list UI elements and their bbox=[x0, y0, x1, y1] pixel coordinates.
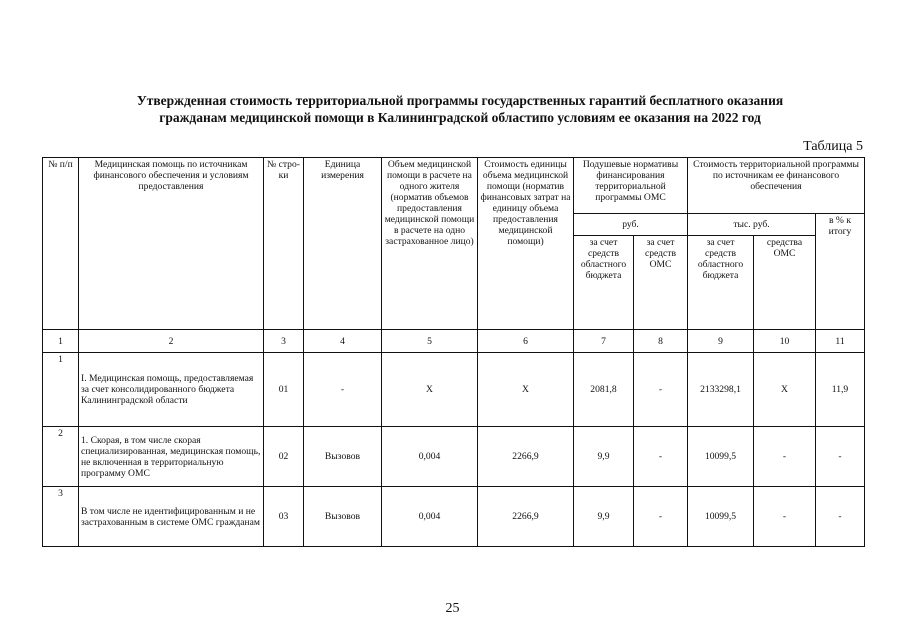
document-title bbox=[60, 92, 860, 126]
column-number: 6 bbox=[478, 330, 574, 353]
cell-total-oms: - bbox=[754, 427, 816, 487]
cell-pc-oms: - bbox=[634, 353, 688, 427]
cell-pc-oms: - bbox=[634, 487, 688, 547]
column-number: 4 bbox=[304, 330, 382, 353]
cell-unit-cost: 2266,9 bbox=[478, 487, 574, 547]
cell-pc-budget: 2081,8 bbox=[574, 353, 634, 427]
cell-pct: - bbox=[816, 427, 865, 487]
cell-line-number: 03 bbox=[264, 487, 304, 547]
header-total-budget: за счет средств областного бюджета bbox=[688, 236, 754, 330]
table-row bbox=[43, 427, 865, 487]
header-pct-total: в % к итогу bbox=[816, 214, 865, 330]
cell-volume: 0,004 bbox=[382, 427, 478, 487]
column-number: 1 bbox=[43, 330, 79, 353]
page-number: 25 bbox=[445, 601, 460, 616]
cell-pc-budget: 9,9 bbox=[574, 487, 634, 547]
column-number: 11 bbox=[816, 330, 865, 353]
header-pc-budget: за счет средств областного бюджета bbox=[574, 236, 634, 330]
cell-total-budget: 2133298,1 bbox=[688, 353, 754, 427]
column-number: 3 bbox=[264, 330, 304, 353]
column-number: 10 bbox=[754, 330, 816, 353]
header-unit: Единица измерения bbox=[304, 158, 382, 330]
header-unit-thousand-rub: тыс. руб. bbox=[688, 214, 816, 236]
cell-pc-budget: 9,9 bbox=[574, 427, 634, 487]
cell-pct: - bbox=[816, 487, 865, 547]
cell-total-budget: 10099,5 bbox=[688, 427, 754, 487]
cell-medical-care: В том числе не идентифицированным и не застрахованным в системе ОМС гражданам bbox=[79, 487, 264, 547]
cell-medical-care: 1. Скорая, в том числе скорая специализированная, медицинская помощь, не включенная в территориальную программу ОМС bbox=[79, 427, 264, 487]
cell-unit: Вызовов bbox=[304, 487, 382, 547]
header-row-number: № п/п bbox=[43, 158, 79, 330]
cell-volume: 0,004 bbox=[382, 487, 478, 547]
cell-total-budget: 10099,5 bbox=[688, 487, 754, 547]
header-unit-cost: Стоимость единицы объема медицинской помощи (норматив финансовых затрат на единицу объема предоставления медицинской помощи) bbox=[478, 158, 574, 330]
cell-row-number: 1 bbox=[43, 353, 79, 427]
cell-medical-care: I. Медицинская помощь, предоставляемая за счет консолидированного бюджета Калининградской области bbox=[79, 353, 264, 427]
table-label: Таблица 5 bbox=[803, 139, 863, 154]
header-unit-rub: руб. bbox=[574, 214, 688, 236]
table-row bbox=[43, 487, 865, 547]
cost-table-wrapper bbox=[42, 157, 864, 547]
header-pc-oms: за счет средств ОМС bbox=[634, 236, 688, 330]
header-medical-care: Медицинская помощь по источникам финансового обеспечения и условиям предоставления bbox=[79, 158, 264, 330]
table-row bbox=[43, 353, 865, 427]
column-number: 2 bbox=[79, 330, 264, 353]
cell-row-number: 2 bbox=[43, 427, 79, 487]
header-line-number: № стро-ки bbox=[264, 158, 304, 330]
cell-total-oms: - bbox=[754, 487, 816, 547]
column-number: 8 bbox=[634, 330, 688, 353]
column-number: 7 bbox=[574, 330, 634, 353]
cell-unit-cost: 2266,9 bbox=[478, 427, 574, 487]
cost-table bbox=[42, 157, 865, 547]
cell-unit-cost: X bbox=[478, 353, 574, 427]
cell-volume: X bbox=[382, 353, 478, 427]
cell-total-oms: X bbox=[754, 353, 816, 427]
column-number-row bbox=[43, 330, 865, 353]
cell-line-number: 02 bbox=[264, 427, 304, 487]
header-cost-group: Стоимость территориальной программы по источникам ее финансового обеспечения bbox=[688, 158, 865, 214]
column-number: 9 bbox=[688, 330, 754, 353]
title-line-2: гражданам медицинской помощи в Калининградской областипо условиям ее оказания на 2022 год bbox=[159, 110, 761, 125]
header-volume: Объем медицинской помощи в расчете на одного жителя (норматив объемов предоставления медицинской помощи в расчете на одно застрахованное лицо) bbox=[382, 158, 478, 330]
cell-pc-oms: - bbox=[634, 427, 688, 487]
cell-line-number: 01 bbox=[264, 353, 304, 427]
cell-row-number: 3 bbox=[43, 487, 79, 547]
cell-unit: Вызовов bbox=[304, 427, 382, 487]
header-per-capita-group: Подушевые нормативы финансирования территориальной программы ОМС bbox=[574, 158, 688, 214]
header-total-oms: средства ОМС bbox=[754, 236, 816, 330]
column-number: 5 bbox=[382, 330, 478, 353]
title-line-1: Утвержденная стоимость территориальной программы государственных гарантий бесплатного оказания bbox=[136, 93, 784, 108]
cell-pct: 11,9 bbox=[816, 353, 865, 427]
cell-unit: - bbox=[304, 353, 382, 427]
